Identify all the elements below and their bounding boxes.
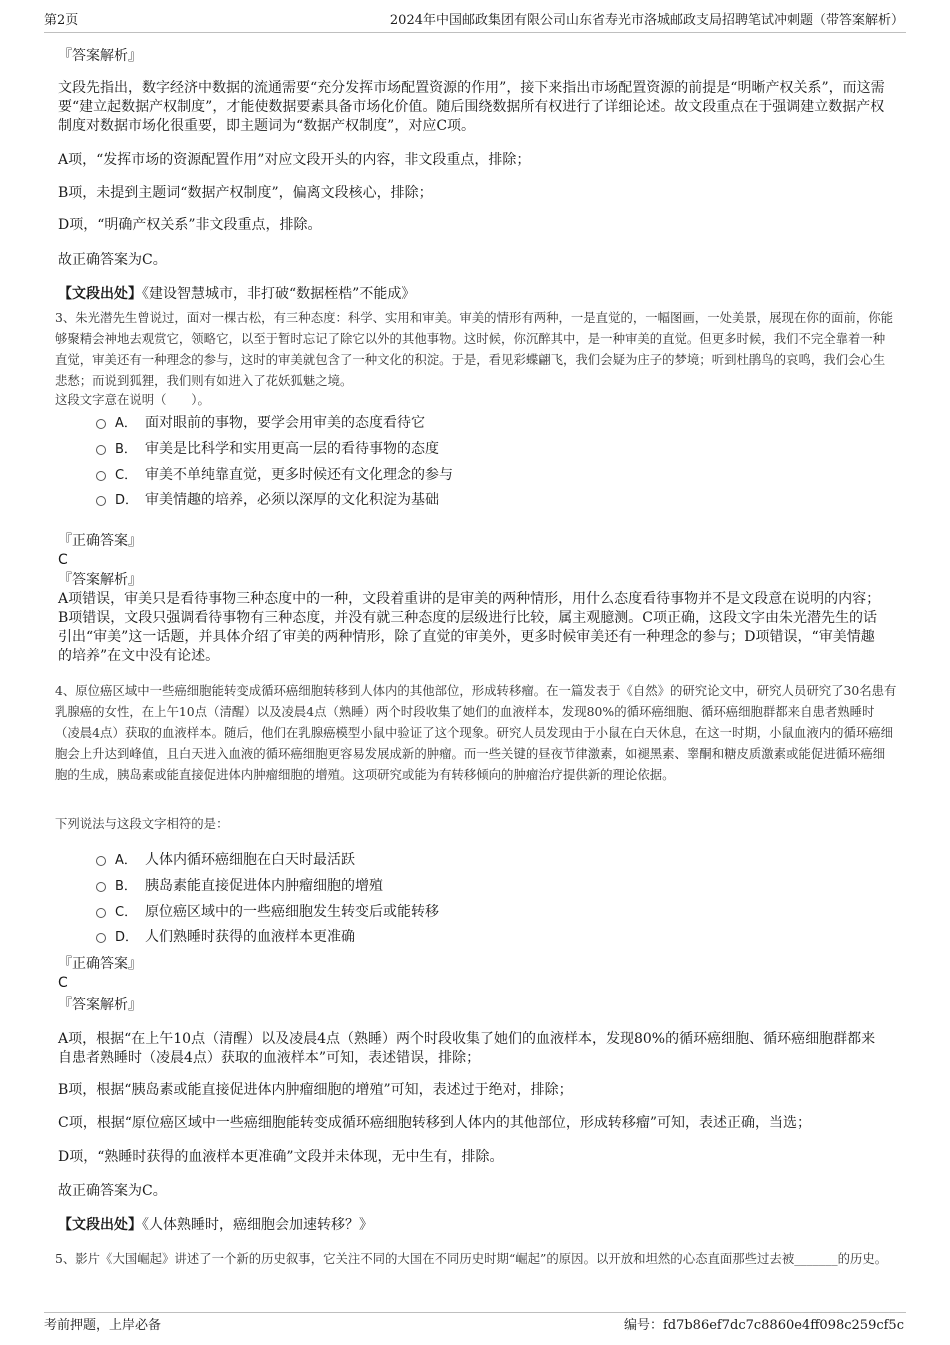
q5-stem: 5、影片《大国崛起》讲述了一个新的历史叙事，它关注不同的大国在不同历史时期“崛起”的原因。以开放和坦然的心态直面那些过去被_______的历史。 bbox=[55, 1251, 888, 1266]
q4-source-text: 《人体熟睡时，癌细胞会加速转移？》 bbox=[142, 1217, 373, 1233]
q4-analysis-a: A项，根据“在上午10点（清醒）以及凌晨4点（熟睡）两个时段收集了她们的血液样本，发现80%的循环癌细胞、循环癌细胞群都来自患者熟睡时（凌晨4点）获取的血液样本”可知，表述错误，排除； bbox=[58, 1031, 876, 1066]
q4-conclusion: 故正确答案为C。 bbox=[58, 1183, 167, 1199]
q4-answer-label: 『正确答案』 bbox=[58, 956, 142, 972]
q4-option-a[interactable]: A． 人体内循环癌细胞在白天时最活跃 bbox=[96, 850, 355, 871]
q4-option-c[interactable]: C． 原位癌区域中的一些癌细胞发生转变后或能转移 bbox=[96, 902, 439, 923]
radio-icon[interactable] bbox=[96, 445, 106, 455]
q4-option-b-text: 胰岛素能直接促进体内肿瘤细胞的增殖 bbox=[145, 878, 383, 894]
radio-icon[interactable] bbox=[96, 471, 106, 481]
q3-option-d-text: 审美情趣的培养，必须以深厚的文化积淀为基础 bbox=[145, 492, 439, 508]
page-footer bbox=[44, 1312, 906, 1335]
q3-option-d[interactable]: D． 审美情趣的培养，必须以深厚的文化积淀为基础 bbox=[96, 490, 439, 511]
q4-option-d[interactable]: D． 人们熟睡时获得的血液样本更准确 bbox=[96, 927, 355, 948]
q2-analysis-a: A项，“发挥市场的资源配置作用”对应文段开头的内容，非文段重点，排除； bbox=[58, 152, 531, 168]
document-title: 2024年中国邮政集团有限公司山东省寿光市洛城邮政支局招聘笔试冲刺题（带答案解析） bbox=[389, 13, 904, 28]
q3-answer: C bbox=[58, 552, 68, 568]
q3-analysis-label: 『答案解析』 bbox=[58, 572, 142, 588]
q4-stem: 4、原位癌区域中一些癌细胞能转变成循环癌细胞转移到人体内的其他部位，形成转移瘤。在一篇发表于《自然》的研究论文中，研究人员研究了30名患有乳腺癌的女性，在上午10点（清醒）以及凌晨4点（熟睡）两个时段收集了她们的血液样本，发现80%的循环癌细胞、循环癌细胞群都来自患者熟睡时（凌晨4点）获取的血液样本。随后，他们在乳腺癌模型小鼠中验证了这个现象。研究人员发现由于小鼠在白天休息，在这一时期，小鼠血液内的循环癌细胞会上升达到峰值，且白天进入血液的循环癌细胞更容易发展成新的肿瘤。而一些关键的昼夜节律激素，如褪黑素、睾酮和糖皮质激素或能促进循环癌细胞的生成，胰岛素或能直接促进体内肿瘤细胞的增殖。这项研究或能为有转移倾向的肿瘤治疗提供新的理论依据。 bbox=[55, 683, 897, 782]
page-header bbox=[44, 10, 906, 33]
q2-analysis-label: 『答案解析』 bbox=[58, 48, 142, 64]
q3-option-c[interactable]: C． 审美不单纯靠直觉，更多时候还有文化理念的参与 bbox=[96, 465, 453, 486]
radio-icon[interactable] bbox=[96, 908, 106, 918]
q4-question: 下列说法与这段文字相符的是： bbox=[55, 816, 229, 831]
q2-source-text: 《建设智慧城市，非打破“数据桎梏”不能成》 bbox=[142, 286, 416, 302]
q3-option-a[interactable]: A． 面对眼前的事物，要学会用审美的态度看待它 bbox=[96, 413, 425, 434]
q4-answer: C bbox=[58, 975, 68, 991]
document-id: 编号：fd7b86ef7dc7c8860e4ff098c259cf5c bbox=[623, 1318, 904, 1333]
radio-icon[interactable] bbox=[96, 419, 106, 429]
q3-stem: 3、朱光潜先生曾说过，面对一棵古松，有三种态度：科学、实用和审美。审美的情形有两种，一是直觉的，一幅图画，一处美景，展现在你的面前，你能够聚精会神地去观赏它，领略它，以至于暂时忘记了除它以外的其他事物。这时候，你沉醉其中，是一种审美的直觉。但更多时候，我们不完全靠着一种直觉，审美还有一种理念的参与，这时的审美就包含了一种文化的积淀。于是，看见彩蝶翩飞，我们会疑为庄子的梦境；听到杜鹃鸟的哀鸣，我们会心生悲愁；而说到狐狸，我们则有如进入了花妖狐魅之境。 bbox=[55, 310, 894, 388]
radio-icon[interactable] bbox=[96, 496, 106, 506]
q4-option-a-text: 人体内循环癌细胞在白天时最活跃 bbox=[145, 852, 355, 868]
radio-icon[interactable] bbox=[96, 882, 106, 892]
q3-option-c-text: 审美不单纯靠直觉，更多时候还有文化理念的参与 bbox=[145, 467, 453, 483]
q2-source bbox=[58, 285, 888, 304]
q2-analysis-main: 文段先指出，数字经济中数据的流通需要“充分发挥市场配置资源的作用”，接下来指出市场配置资源的前提是“明晰产权关系”，而这需要“建立起数据产权制度”，才能使数据要素具备市场化价值。随后围绕数据所有权进行了详细论述。故文段重点在于强调建立数据产权制度对数据市场化很重要，即主题词为“数据产权制度”，对应C项。 bbox=[58, 80, 885, 134]
q4-analysis-b: B项，根据“胰岛素或能直接促进体内肿瘤细胞的增殖”可知，表述过于绝对，排除； bbox=[58, 1082, 573, 1098]
q4-analysis-label: 『答案解析』 bbox=[58, 997, 142, 1013]
q3-option-a-text: 面对眼前的事物，要学会用审美的态度看待它 bbox=[145, 415, 425, 431]
q3-analysis: A项错误，审美只是看待事物三种态度中的一种，文段着重讲的是审美的两种情形，用什么态度看待事物并不是文段意在说明的内容；B项错误，文段只强调看待事物有三种态度，并没有就三种态度的层级进行比较，属主观臆测。C项正确，这段文字由朱光潜先生的话引出“审美”这一话题，并具体介绍了审美的两种情形，除了直觉的审美外，更多时候审美还有一种理念的参与；D项错误，“审美情趣的培养”在文中没有论述。 bbox=[58, 591, 881, 664]
q2-analysis-b: B项，未提到主题词“数据产权制度”，偏离文段核心，排除； bbox=[58, 185, 433, 201]
q2-analysis-d: D项，“明确产权关系”非文段重点，排除。 bbox=[58, 217, 322, 233]
q3-answer-label: 『正确答案』 bbox=[58, 533, 142, 549]
radio-icon[interactable] bbox=[96, 933, 106, 943]
q2-conclusion: 故正确答案为C。 bbox=[58, 252, 167, 268]
q2-source-label: 【文段出处】 bbox=[58, 286, 142, 302]
q3-option-b[interactable]: B． 审美是比科学和实用更高一层的看待事物的态度 bbox=[96, 439, 439, 460]
q4-option-c-text: 原位癌区域中的一些癌细胞发生转变后或能转移 bbox=[145, 904, 439, 920]
q3-question: 这段文字意在说明（ ）。 bbox=[55, 392, 210, 407]
q4-option-d-text: 人们熟睡时获得的血液样本更准确 bbox=[145, 929, 355, 945]
q4-analysis-d: D项，“熟睡时获得的血液样本更准确”文段并未体现，无中生有，排除。 bbox=[58, 1149, 504, 1165]
q4-analysis-c: C项，根据“原位癌区域中一些癌细胞能转变成循环癌细胞转移到人体内的其他部位，形成转移瘤”可知，表述正确，当选； bbox=[58, 1115, 812, 1131]
radio-icon[interactable] bbox=[96, 856, 106, 866]
footer-slogan: 考前押题，上岸必备 bbox=[44, 1318, 162, 1333]
q4-source-label: 【文段出处】 bbox=[58, 1217, 142, 1233]
q4-option-b[interactable]: B． 胰岛素能直接促进体内肿瘤细胞的增殖 bbox=[96, 876, 383, 897]
page-number: 第2页 bbox=[44, 13, 79, 28]
q3-option-b-text: 审美是比科学和实用更高一层的看待事物的态度 bbox=[145, 441, 439, 457]
q4-source bbox=[58, 1216, 888, 1235]
